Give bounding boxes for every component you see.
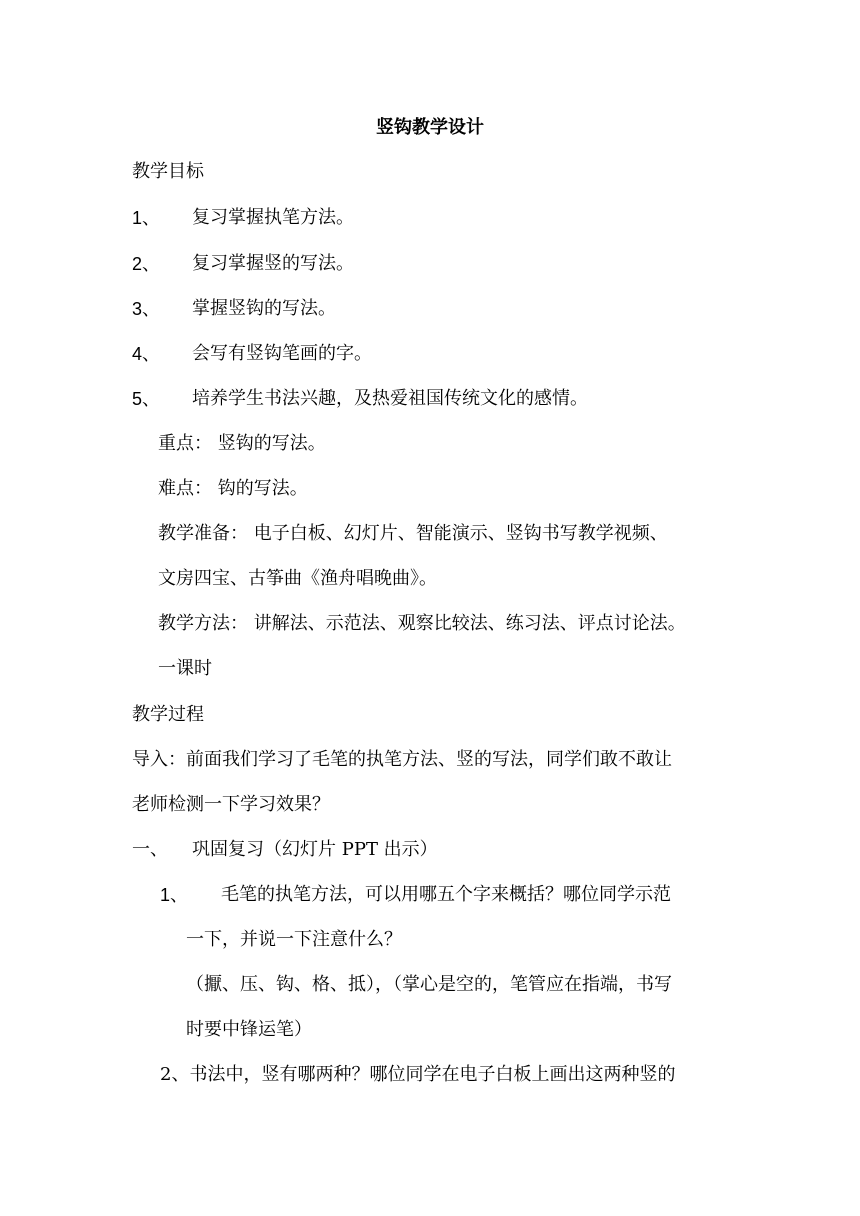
key-point: 重点： 竖钩的写法。 [158, 433, 326, 454]
list-text: 培养学生书法兴趣，及热爱祖国传统文化的感情。 [192, 388, 588, 409]
list-number: 5、 [132, 389, 161, 409]
question-number: 1、 [160, 885, 189, 905]
list-text: 复习掌握竖的写法。 [192, 253, 354, 274]
intro-paragraph: 老师检测一下学习效果？ [132, 794, 330, 815]
question-item: 2、书法中，竖有哪两种？哪位同学在电子白板上画出这两种竖的 [160, 1064, 676, 1085]
section-number: 一、 [132, 839, 168, 860]
question-text: 毛笔的执笔方法，可以用哪五个字来概括？哪位同学示范 [221, 884, 671, 905]
answer-text: 时要中锋运笔） [186, 1019, 312, 1040]
list-number: 1、 [132, 208, 161, 228]
list-number: 3、 [132, 299, 161, 319]
answer-text: （擫、压、钩、格、抵），（掌心是空的，笔管应在指端，书写 [186, 974, 672, 995]
list-number: 2、 [132, 254, 161, 274]
list-number: 4、 [132, 344, 161, 364]
list-text: 掌握竖钩的写法。 [192, 298, 336, 319]
objectives-heading: 教学目标 [132, 161, 204, 182]
preparation-line: 文房四宝、古筝曲《渔舟唱晚曲》。 [158, 568, 437, 589]
teaching-methods: 教学方法： 讲解法、示范法、观察比较法、练习法、评点讨论法。 [158, 613, 686, 634]
process-heading: 教学过程 [132, 704, 204, 725]
intro-paragraph: 导入：前面我们学习了毛笔的执笔方法、竖的写法，同学们敢不敢让 [132, 749, 672, 770]
difficulty-point: 难点： 钩的写法。 [158, 478, 308, 499]
document-title: 竖钩教学设计 [376, 117, 484, 138]
question-text: 一下，并说一下注意什么？ [186, 929, 402, 950]
section-title: 巩固复习（幻灯片 PPT 出示） [192, 839, 438, 860]
list-text: 会写有竖钩笔画的字。 [192, 343, 372, 364]
preparation-line: 教学准备： 电子白板、幻灯片、智能演示、竖钩书写教学视频、 [158, 523, 668, 544]
class-duration: 一课时 [158, 658, 212, 679]
list-text: 复习掌握执笔方法。 [192, 207, 354, 228]
